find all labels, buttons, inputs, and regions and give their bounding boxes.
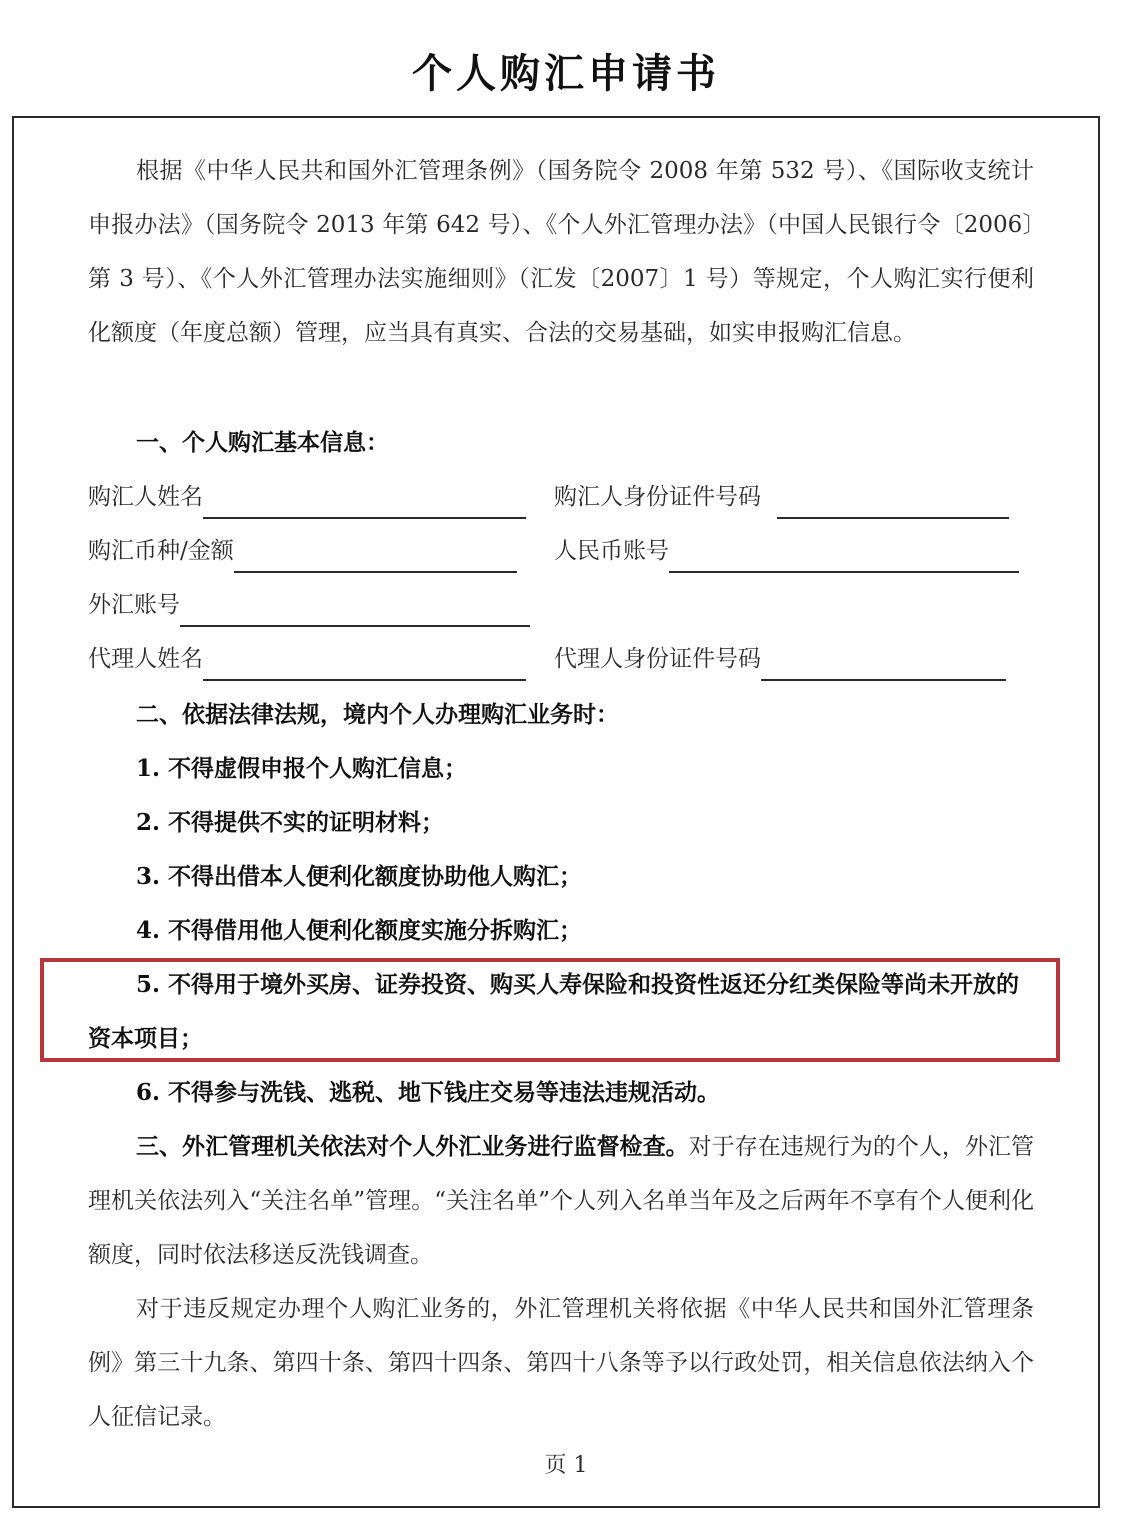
agent-id-label: 代理人身份证件号码: [554, 646, 761, 672]
rule-6: 6. 不得参与洗钱、逃税、地下钱庄交易等违法违规活动。: [136, 1079, 721, 1106]
section3-paragraph: [88, 1120, 1034, 1282]
intro-paragraph: 根据《中华人民共和国外汇管理条例》（国务院令 2008 年第 532 号）、《国际收支统计申报办法》（国务院令 2013 年第 642 号）、《个人外汇管理办法》（中国人民银行令〔2006〕第 3 号）、《个人外汇管理办法实施细则》（汇发〔2007〕1 号）等规定，个人购汇实行便利化额度（年度总额）管理，应当具有真实、合法的交易基础，如实申报购汇信息。: [88, 158, 1034, 346]
agent-name-line[interactable]: [203, 651, 526, 681]
fx-account-line[interactable]: [180, 597, 530, 627]
penalty-paragraph: 对于违反规定办理个人购汇业务的，外汇管理机关将依据《中华人民共和国外汇管理条例》第三十九条、第四十条、第四十四条、第四十八条等予以行政处罚，相关信息依法纳入个人征信记录。: [88, 1296, 1034, 1430]
buyer-id-field[interactable]: [554, 470, 1009, 524]
rule-1: 1. 不得虚假申报个人购汇信息；: [136, 755, 468, 782]
document-title: 个人购汇申请书: [412, 50, 720, 97]
rmb-account-line[interactable]: [669, 543, 1019, 573]
rule-4: 4. 不得借用他人便利化额度实施分拆购汇；: [136, 917, 583, 944]
buyer-id-line[interactable]: [777, 489, 1009, 519]
section3-heading: 三、外汇管理机关依法对个人外汇业务进行监督检查。: [136, 1133, 689, 1160]
rule-3: 3. 不得出借本人便利化额度协助他人购汇；: [136, 863, 583, 890]
section1-heading: 一、个人购汇基本信息：: [136, 429, 389, 456]
form-row-currency: [88, 524, 1034, 578]
rule-5: 5. 不得用于境外买房、证券投资、购买人寿保险和投资性返还分红类保险等尚未开放的资本项目；: [88, 971, 1020, 1052]
buyer-id-label: 购汇人身份证件号码: [554, 484, 761, 510]
buyer-name-field[interactable]: [88, 470, 526, 524]
agent-name-label: 代理人姓名: [88, 646, 203, 672]
form-row-agent: [88, 632, 1034, 686]
document-body: [88, 0, 1034, 1530]
agent-id-field[interactable]: [554, 632, 1006, 686]
buyer-name-line[interactable]: [203, 489, 526, 519]
section2-heading: 二、依据法律法规，境内个人办理购汇业务时：: [136, 701, 619, 728]
currency-amount-line[interactable]: [234, 543, 517, 573]
form-row-fx: [88, 578, 1034, 632]
rmb-account-field[interactable]: [554, 524, 1019, 578]
currency-amount-label: 购汇币种/金额: [88, 538, 234, 564]
buyer-name-label: 购汇人姓名: [88, 484, 203, 510]
rule-2: 2. 不得提供不实的证明材料；: [136, 809, 445, 836]
agent-id-line[interactable]: [761, 651, 1006, 681]
agent-name-field[interactable]: [88, 632, 526, 686]
section3-text: 对于存在违规行为的个人，外汇管理机关依法列入“关注名单”管理。“关注名单”个人列入名单当年及之后两年不享有个人便利化额度，同时依法移送反洗钱调查。: [88, 1134, 1035, 1268]
highlight-box: [40, 958, 1060, 1062]
rmb-account-label: 人民币账号: [554, 538, 669, 564]
fx-account-label: 外汇账号: [88, 592, 180, 618]
currency-amount-field[interactable]: [88, 524, 517, 578]
fx-account-field[interactable]: [88, 578, 530, 632]
page-number: 页 1: [544, 1453, 588, 1478]
form-row-buyer: [88, 470, 1034, 524]
